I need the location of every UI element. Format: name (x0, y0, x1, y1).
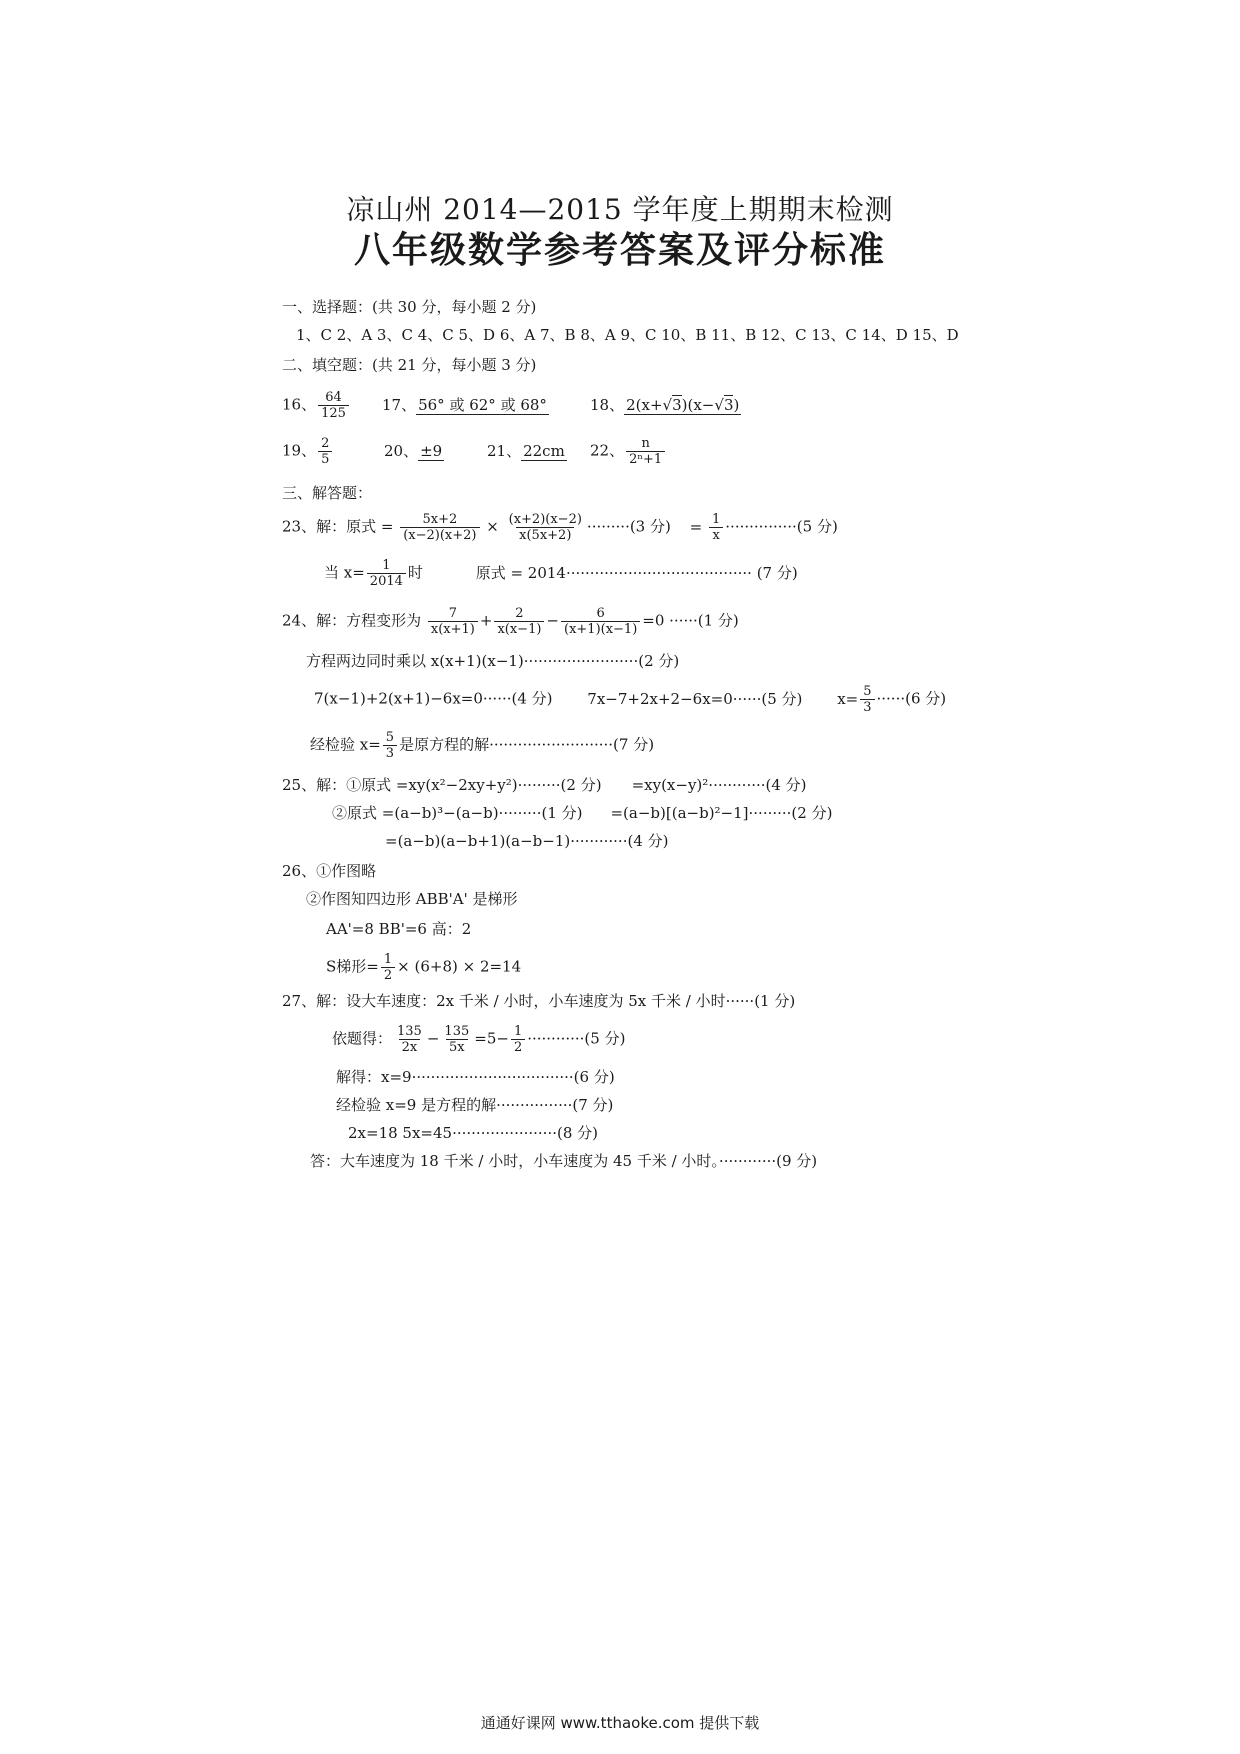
solution-26-line3: AA'=8 BB'=6 高：2 (326, 920, 472, 938)
answer-21: 21、 22cm (487, 442, 565, 460)
solution-26-line4: S梯形= $\frac{1}{2}$ × (6+8) × 2=14 (326, 952, 522, 983)
solution-24-line4: 经检验 x= $\frac{5}{3}$ 是原方程的解··························(7 分) (310, 730, 655, 761)
solution-23-line2: 当 x= $\frac{1}{2014}$ 时 原式 = 2014······································· (7 分) (324, 558, 798, 589)
solution-27-line3: 解得：x=9··································(6 分) (336, 1068, 615, 1086)
solution-25-line1: 25、解：①原式 =xy(x²−2xy+y²)·········(2 分) =xy(x−y)²············(4 分) (282, 776, 807, 794)
answer-17: 17、 56° 或 62° 或 68° (382, 396, 547, 414)
solution-24-line1: 24、解：方程变形为 $\frac{7}{x(x+1)}$ + $\frac{2}{x(x-1)}$ − $\frac{6}{(x+1)(x-1)}$ =0 ······(1 分) (282, 606, 739, 637)
solution-24-line2: 方程两边同时乘以 x(x+1)(x−1)························(2 分) (306, 652, 680, 670)
solution-27-line1: 27、解：设大车速度：2x 千米 / 小时，小车速度为 5x 千米 / 小时······(1 分) (282, 992, 796, 1010)
solution-27-line4: 经检验 x=9 是方程的解················(7 分) (336, 1096, 614, 1114)
solution-25-line3: =(a−b)(a−b+1)(a−b−1)············(4 分) (385, 832, 669, 850)
answer-18: 18、 2(x+√3)(x−√3) (590, 396, 740, 414)
solution-24-line3: 7(x−1)+2(x+1)−6x=0······(4 分) 7x−7+2x+2−6x=0······(5 分) x= $\frac{5}{3}$ ······(6 分) (314, 684, 947, 715)
solution-25-line2: ②原式 =(a−b)³−(a−b)·········(1 分) =(a−b)[(a−b)²−1]·········(2 分) (332, 804, 833, 822)
solution-27-line2: 依题得： $\frac{135}{2x}$ − $\frac{135}{5x}$ =5− $\frac{1}{2}$ ············(5 分) (332, 1024, 626, 1055)
answer-16: 16、 $\frac{64}{125}$ (282, 390, 351, 421)
answer-22: 22、 $\frac{n}{\text{2ⁿ+1}}$ (590, 436, 667, 467)
section1-answers: 1、C 2、A 3、C 4、C 5、D 6、A 7、B 8、A 9、C 10、B 11、B 12、C 13、C 14、D 15、D (296, 326, 959, 344)
section1-header: 一、选择题：(共 30 分，每小题 2 分) (282, 298, 537, 316)
footer-credit: 通通好课网 www.tthaoke.com 提供下载 (480, 1714, 760, 1732)
answer-20: 20、 ±9 (384, 442, 443, 460)
section2-header: 二、填空题：(共 21 分，每小题 3 分) (282, 356, 537, 374)
exam-title-line2: 八年级数学参考答案及评分标准 (353, 229, 886, 271)
exam-title-line1: 凉山州 2014—2015 学年度上期期末检测 (346, 193, 894, 226)
solution-26-line1: 26、①作图略 (282, 862, 377, 880)
solution-27-line5: 2x=18 5x=45······················(8 分) (348, 1124, 598, 1142)
solution-27-line6: 答：大车速度为 18 千米 / 小时，小车速度为 45 千米 / 小时。············(9 分) (310, 1152, 818, 1170)
solution-23-line1: 23、解：原式 = $\frac{5x+2}{(x-2)(x+2)}$ × $\frac{(x+2)(x-2)}{x(5x+2)}$ ·········(3 分) = $\frac{1}{x}$ ···············(5 分) (282, 512, 838, 543)
section3-header: 三、解答题： (282, 484, 373, 502)
answer-19: 19、 $\frac{2}{5}$ (282, 436, 334, 467)
solution-26-line2: ②作图知四边形 ABB'A' 是梯形 (306, 890, 518, 908)
